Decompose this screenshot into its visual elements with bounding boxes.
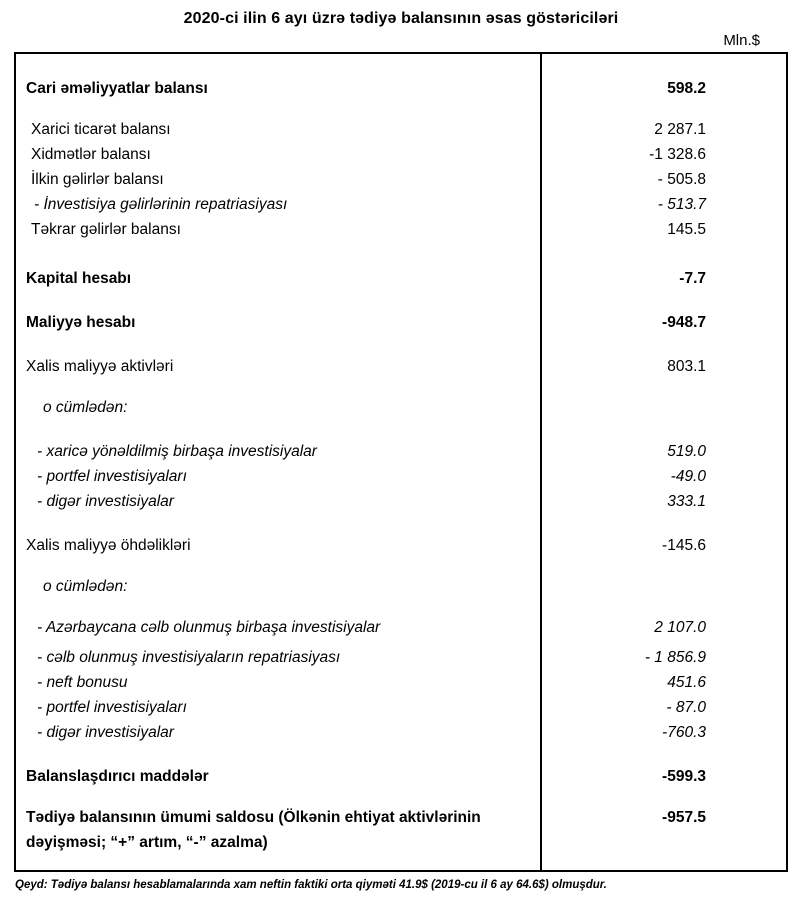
row-label: Maliyyə hesabı — [26, 314, 136, 331]
table-row — [16, 695, 786, 720]
row-value: - 1 856.9 — [644, 649, 706, 666]
row-label: Xalis maliyyə aktivləri — [26, 358, 174, 375]
table-row — [16, 574, 786, 599]
row-value: -948.7 — [662, 314, 706, 331]
row-value: -1 328.6 — [649, 146, 706, 163]
row-label: İlkin gəlirlər balansı — [31, 171, 164, 188]
row-value: 803.1 — [667, 358, 706, 375]
table-row — [16, 167, 786, 192]
row-value: 451.6 — [667, 674, 706, 691]
row-value: - 505.8 — [657, 171, 706, 188]
row-label: Xarici ticarət balansı — [31, 121, 171, 138]
row-label: Tədiyə balansının ümumi saldosu (Ölkənin ehtiyat aktivlərinin dəyişməsi; “+” artım, “-” azalma) — [26, 809, 481, 851]
table-row — [16, 464, 786, 489]
table-row — [16, 533, 786, 558]
table-row — [16, 217, 786, 242]
row-value: 333.1 — [667, 493, 706, 510]
page-title: 2020-ci ilin 6 ayı üzrə tədiyə balansının əsas göstəriciləri — [183, 10, 619, 27]
row-label: - portfel investisiyaları — [37, 699, 187, 716]
row-value — [540, 395, 786, 420]
row-label: - neft bonusu — [37, 674, 128, 691]
table-row — [16, 142, 786, 167]
table-row — [16, 395, 786, 420]
row-value: -599.3 — [662, 768, 706, 785]
row-value: 2 287.1 — [654, 121, 706, 138]
row-value: -7.7 — [679, 270, 706, 287]
footnote: Qeyd: Tədiyə balansı hesablamalarında xam neftin faktiki orta qiyməti 41.9$ (2019-cu il 6 ay 64.6$) olmuşdur. — [15, 879, 607, 891]
row-label: - İnvestisiya gəlirlərinin repatriasiyası — [34, 196, 288, 213]
row-value: 519.0 — [667, 443, 706, 460]
row-label: o cümlədən: — [43, 399, 128, 416]
table-row — [16, 266, 786, 291]
row-label: Cari əməliyyatlar balansı — [26, 80, 208, 97]
table-row — [16, 76, 786, 101]
row-value: -957.5 — [662, 809, 706, 826]
row-value: 2 107.0 — [654, 619, 706, 636]
row-value: - 513.7 — [657, 196, 706, 213]
table-row — [16, 764, 786, 789]
row-value: -760.3 — [662, 724, 706, 741]
row-value — [540, 574, 786, 599]
row-label: - digər investisiyalar — [37, 724, 174, 741]
table-row — [16, 192, 786, 217]
row-label: Balanslaşdırıcı maddələr — [26, 768, 209, 785]
row-value: 598.2 — [667, 80, 706, 97]
table-row — [16, 670, 786, 695]
table-row — [16, 805, 786, 855]
table-row — [16, 354, 786, 379]
table-row — [16, 615, 786, 640]
row-value: -145.6 — [662, 537, 706, 554]
row-label: - xaricə yönəldilmiş birbaşa investisiyalar — [37, 443, 317, 460]
column-divider — [540, 54, 542, 870]
table-row — [16, 310, 786, 335]
table-row — [16, 645, 786, 670]
row-label: - digər investisiyalar — [37, 493, 174, 510]
row-value: 145.5 — [667, 221, 706, 238]
table-row — [16, 489, 786, 514]
table-row — [16, 720, 786, 745]
row-label: - portfel investisiyaları — [37, 468, 187, 485]
row-label: Xalis maliyyə öhdəlikləri — [26, 537, 191, 554]
balance-table — [14, 52, 788, 872]
table-row — [16, 117, 786, 142]
unit-label: Mln.$ — [723, 32, 760, 49]
row-label: o cümlədən: — [43, 578, 128, 595]
row-label: Xidmətlər balansı — [31, 146, 151, 163]
row-value: - 87.0 — [666, 699, 706, 716]
row-label: Kapital hesabı — [26, 270, 132, 287]
row-label: Təkrar gəlirlər balansı — [31, 221, 181, 238]
row-value: -49.0 — [670, 468, 706, 485]
row-label: - cəlb olunmuş investisiyaların repatriasiyası — [37, 649, 341, 666]
row-label: - Azərbaycana cəlb olunmuş birbaşa investisiyalar — [37, 619, 381, 636]
table-row — [16, 439, 786, 464]
